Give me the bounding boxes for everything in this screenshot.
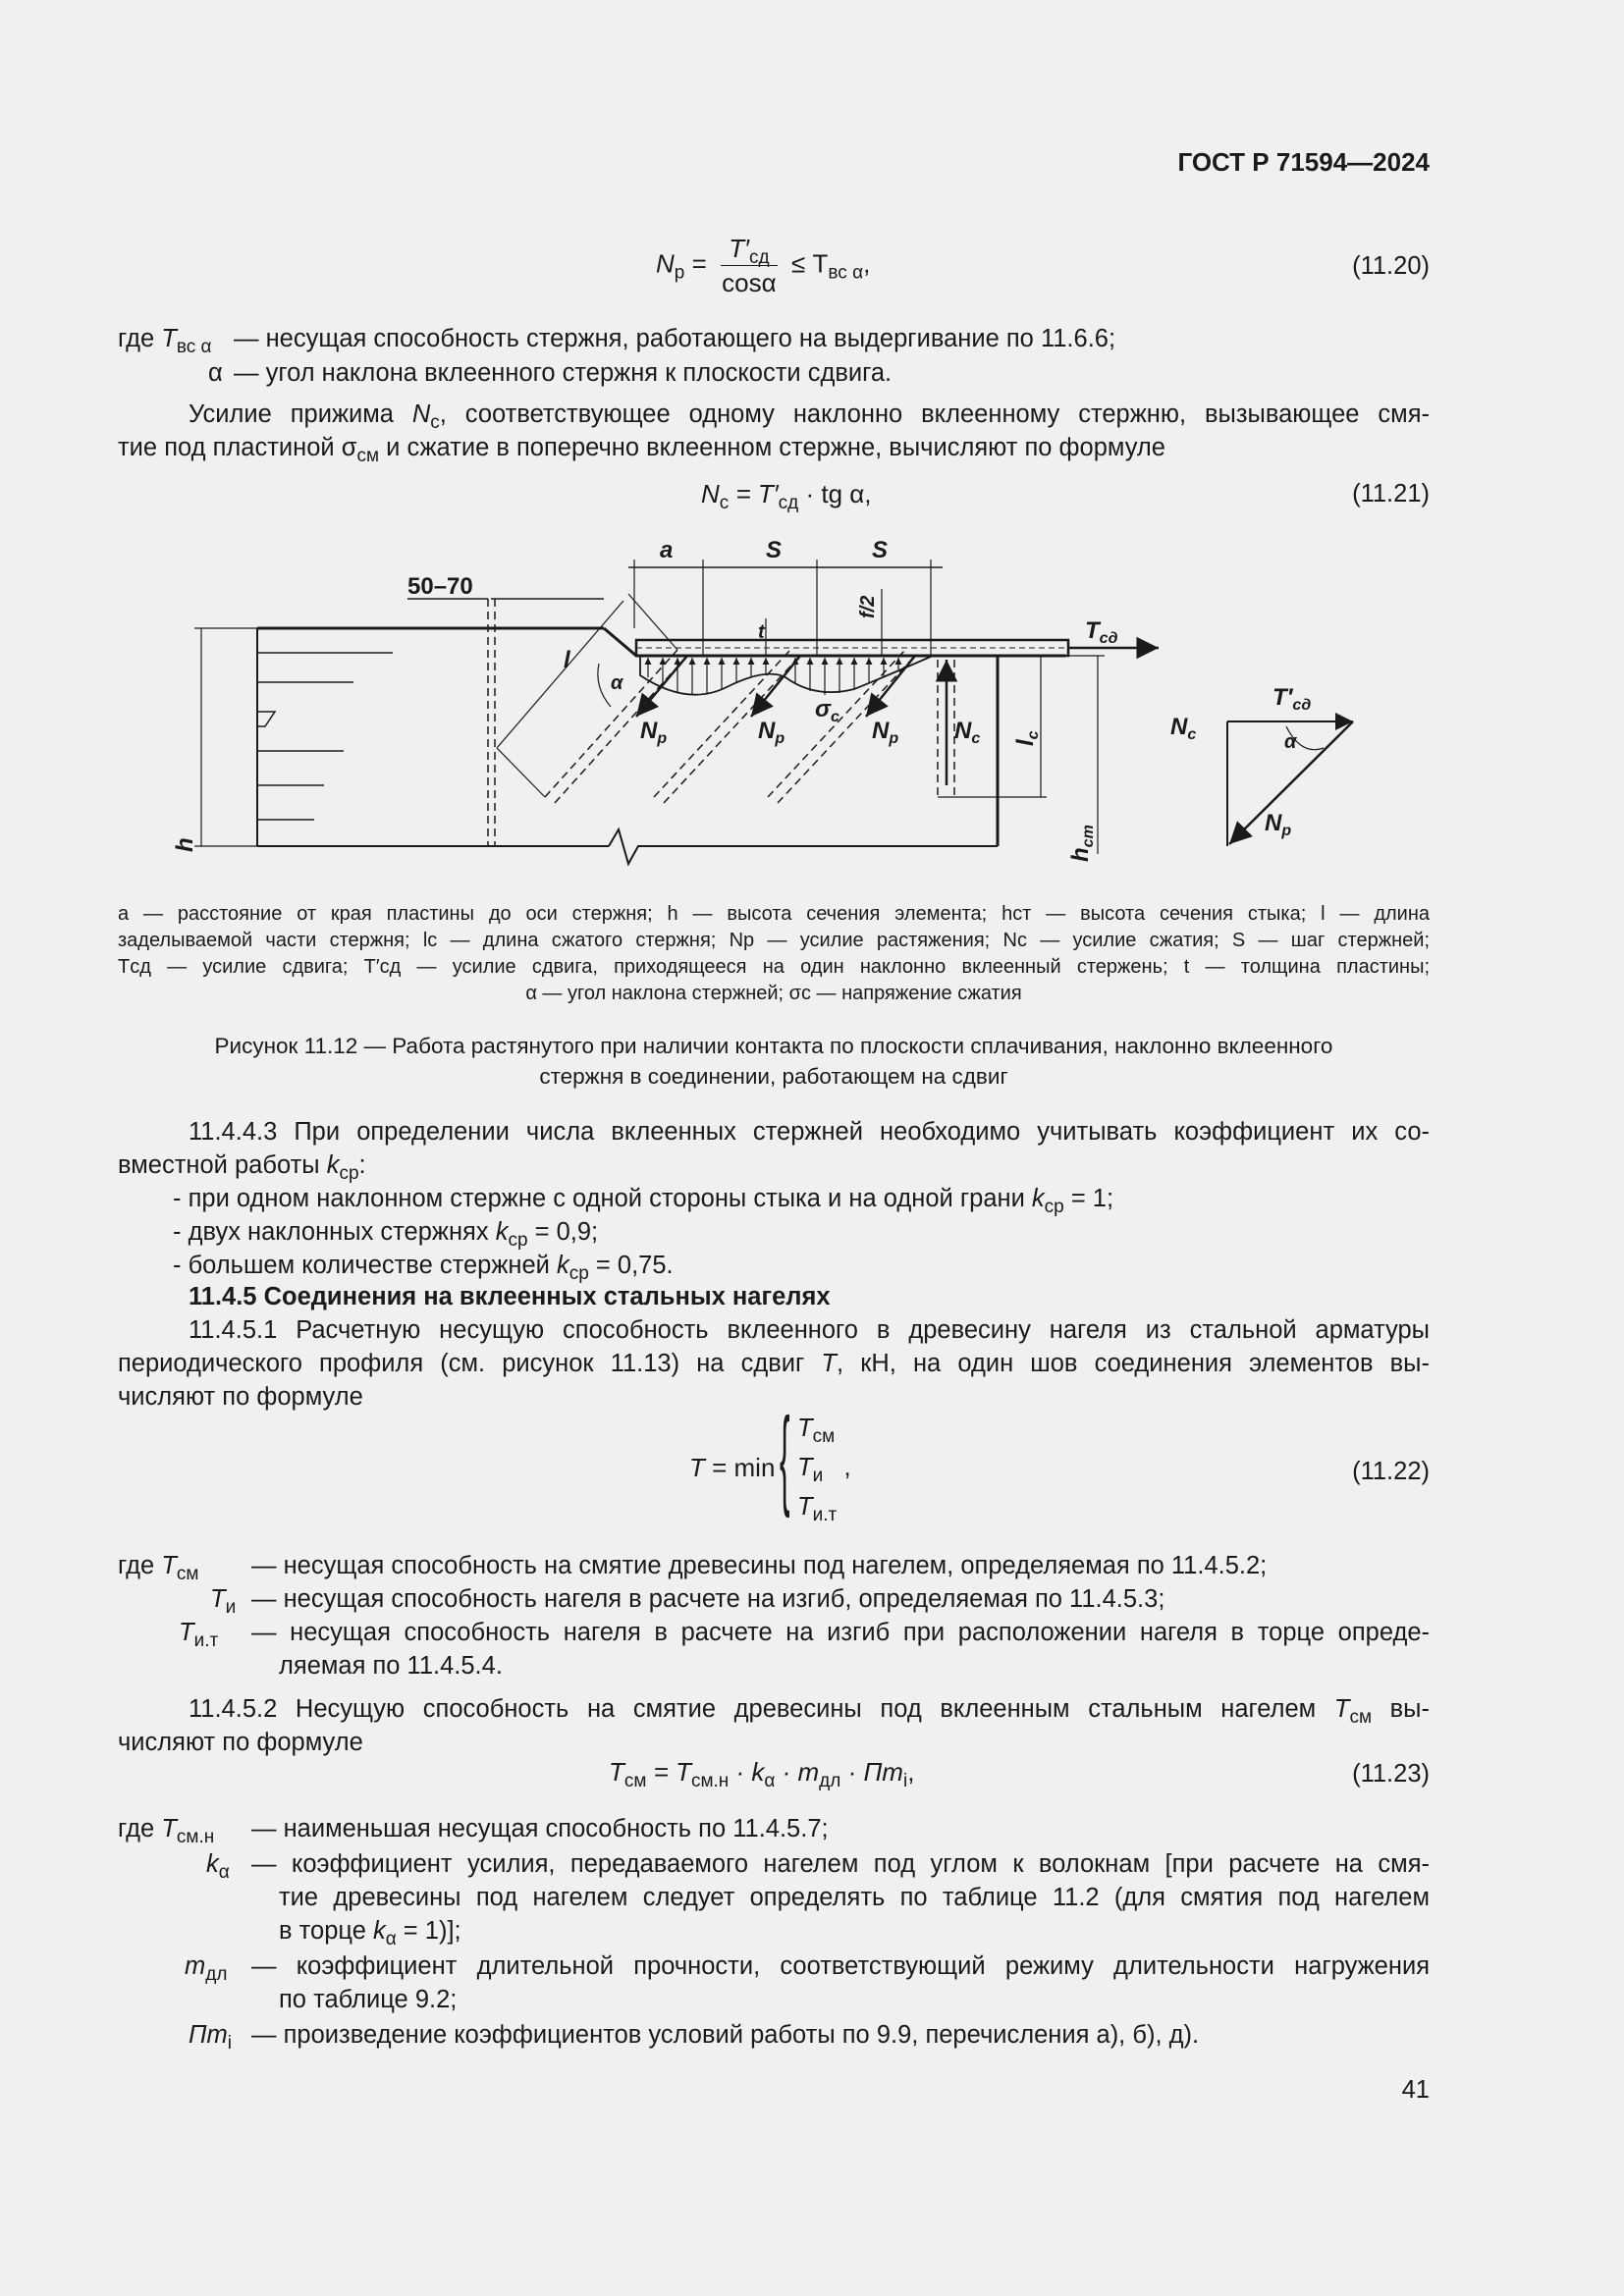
label-a: a — [660, 537, 674, 563]
paragraph-11-4-5-1-cont: периодического профиля (см. рисунок 11.13) на сдвиг T, кН, на один шов соединения элементов вы- — [118, 1350, 1430, 1377]
equation-11-21: $N_с = T'_{сд}$ · tg α, — [701, 479, 872, 513]
list-item: - большем количестве стержней $k_{ср} = 0,75$. — [173, 1252, 674, 1284]
paragraph-11-4-5-2-cont: числяют по формуле — [118, 1729, 363, 1756]
figure-caption: a — расстояние от края пластины до оси стержня; h — высота сечения элемента; hст — высота сечения стыка; l — длина заделываемой части стержня; lс — длина сжатого стержня; Nр — усилие растяжения; Nс — усилие сжатия; S — шаг стержней; Tсд — усилие сдвига; T′сд — усилие сдвига, приходящееся на один наклонно вклеенный стержень; t — толщина пластины; α — угол наклона стержней; σс — напряжение сжатия — [118, 903, 1431, 1004]
min-option: $T_и$ , — [797, 1454, 851, 1486]
label-f2: f/2 — [857, 595, 879, 618]
equation-11-23: $T_{см} = T_{см.н} \cdot k_\alpha \cdot m_{дл} \cdot Пm_i$, — [609, 1757, 915, 1791]
where-text: — несущая способность нагеля в расчете на изгиб при расположении нагеля в торце опреде- — [251, 1619, 1430, 1646]
where-text: — несущая способность на смятие древесины под нагелем, определяемая по 11.4.5.2; — [251, 1552, 1268, 1579]
equation-number: (11.20) — [1352, 252, 1430, 280]
page-number: 41 — [1401, 2076, 1430, 2104]
list-item: - при одном наклонном стержне с одной стороны стыка и на одной грани $k_{ср} = 1$; — [173, 1185, 1114, 1217]
where-text: — произведение коэффициентов условий работы по 9.9, перечисления а), б), д). — [251, 2021, 1200, 2049]
equation-11-22: T = min — [689, 1453, 776, 1482]
label-alpha: α — [611, 672, 623, 694]
label-h: h — [172, 837, 198, 852]
where-text: в торце $k_\alpha = 1$)]; — [279, 1917, 461, 1949]
where-symbol: $m_{дл}$ — [185, 1952, 228, 1985]
label-lc: $l_с$ — [1012, 730, 1042, 746]
where-text: ляемая по 11.4.5.4. — [279, 1652, 503, 1680]
where-row: где $T_{см}$ — [118, 1552, 199, 1584]
fraction: $\frac{T'_{сд}}{\cos\alpha}$ — [722, 234, 777, 297]
where-row: где $T_{см.н}$ — [118, 1815, 215, 1847]
label-np2: $N_р$ — [758, 718, 785, 747]
where-symbol: $T_{и.т}$ — [179, 1619, 219, 1651]
where-symbol: $Пm_i$ — [189, 2021, 232, 2054]
where-symbol: $k_\alpha$ — [206, 1850, 230, 1883]
paragraph-force-cont: тие под пластиной $\sigma_{см}$ и сжатие в поперечно вклеенном стержне, вычисляют по формуле — [118, 434, 1165, 466]
paragraph-11-4-4-3-cont: вместной работы $k_{ср}$: — [118, 1151, 366, 1184]
label-np3: $N_р$ — [872, 718, 899, 747]
label-tri-np: $N_р$ — [1265, 810, 1292, 839]
paragraph-11-4-5-2: 11.4.5.2 Несущую способность на смятие древесины под вклеенным стальным нагелем $T_{см}$ вы- — [189, 1695, 1430, 1728]
where-row: где $T_{вс \alpha}$ — [118, 325, 212, 357]
where-text: — наименьшая несущая способность по 11.4.5.7; — [251, 1815, 829, 1842]
label-tri-alpha: α — [1284, 731, 1297, 753]
brace-symbol: { — [780, 1395, 790, 1519]
label-tsd: $T_{сд}$ — [1085, 617, 1118, 647]
label-l: l — [564, 647, 570, 673]
where-text: — несущая способность нагеля в расчете на изгиб, определяемая по 11.4.5.3; — [251, 1585, 1165, 1613]
label-s1: S — [766, 537, 783, 563]
paragraph-11-4-5-1-end: числяют по формуле — [118, 1383, 363, 1411]
label-s2: S — [872, 537, 889, 563]
equation-11-20: $N_р$ = $\frac{T'_{сд}}{\cos\alpha}$ ≤ $T_{вс \alpha}$, — [656, 234, 871, 297]
section-heading: 11.4.5 Соединения на вклеенных стальных нагелях — [189, 1283, 831, 1310]
min-option: $T_{см}$ — [797, 1415, 836, 1447]
document-header: ГОСТ Р 71594—2024 — [1177, 147, 1430, 177]
label-tri-t: $T'_{сд}$ — [1272, 684, 1312, 714]
label-50-70: 50–70 — [407, 573, 473, 600]
figure-title: Рисунок 11.12 — Работа растянутого при наличии контакта по плоскости сплачивания, наклонно вклеенного стержня в соединении, работающем на сдвиг — [214, 1034, 1333, 1089]
where-text: — коэффициент усилия, передаваемого нагелем под углом к волокнам [при расчете на смя- — [251, 1850, 1430, 1878]
where-symbol: α — [208, 359, 223, 387]
label-np1: $N_р$ — [640, 718, 668, 747]
paragraph-11-4-4-3: 11.4.4.3 При определении числа вклеенных стержней необходимо учитывать коэффициент их со- — [189, 1118, 1430, 1146]
paragraph-force: Усилие прижима $N_с$, соответствующее одному наклонно вклеенному стержню, вызывающее смя- — [189, 400, 1430, 433]
list-item: - двух наклонных стержнях $k_{ср} = 0,9$; — [173, 1218, 599, 1251]
min-option: $T_{и.т}$ — [797, 1493, 838, 1525]
figure-11-12 — [167, 530, 1394, 883]
label-nc: $N_с$ — [954, 718, 981, 747]
where-symbol: $T_и$ — [210, 1585, 237, 1618]
where-text: тие древесины под нагелем следует определять по таблице 11.2 (для смятия под нагелем — [279, 1884, 1430, 1911]
equation-number: (11.21) — [1352, 480, 1430, 507]
equation-number: (11.22) — [1352, 1458, 1430, 1485]
label-sigma: $\sigma_с$ — [815, 696, 839, 725]
label-hst: $h_{ст}$ — [1067, 825, 1097, 862]
where-text: — коэффициент длительной прочности, соответствующий режиму длительности нагружения — [251, 1952, 1430, 1980]
equation-number: (11.23) — [1352, 1760, 1430, 1788]
paragraph-11-4-5-1: 11.4.5.1 Расчетную несущую способность вклеенного в древесину нагеля из стальной арматуры — [189, 1316, 1430, 1344]
where-text: — несущая способность стержня, работающего на выдергивание по 11.6.6; — [234, 325, 1116, 352]
label-t: t — [758, 621, 765, 643]
label-tri-nc: $N_с$ — [1170, 714, 1197, 743]
where-text: — угол наклона вклеенного стержня к плоскости сдвига. — [234, 359, 893, 387]
where-text: по таблице 9.2; — [279, 1986, 458, 2013]
